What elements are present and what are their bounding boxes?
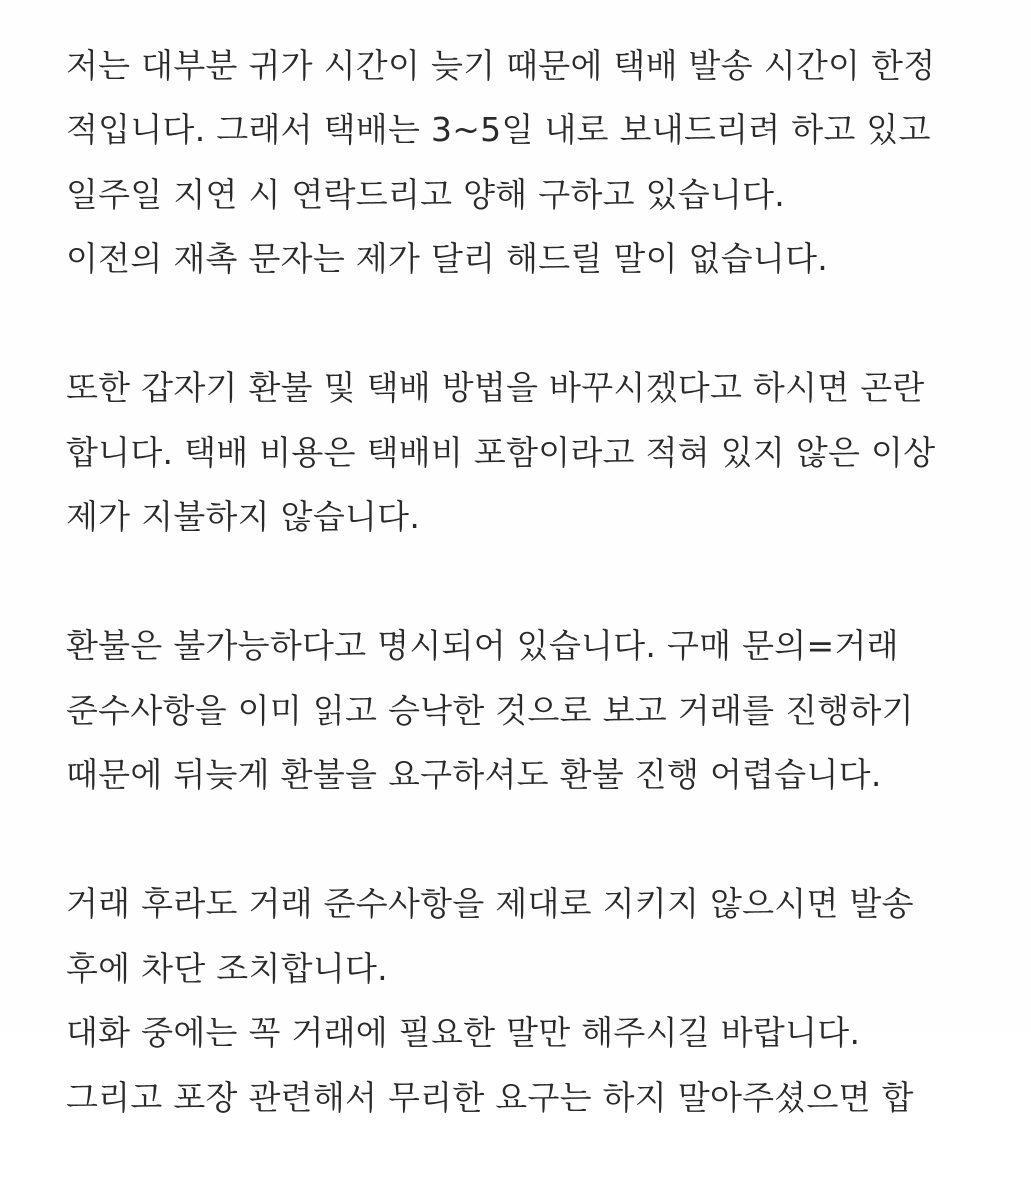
text-line: 때문에 뒤늦게 환불을 요구하셔도 환불 진행 어렵습니다. — [66, 755, 882, 794]
notice-text-block — [66, 0, 1006, 1195]
text-line — [66, 0, 1006, 34]
text-line: 후에 차단 조치합니다. — [66, 948, 388, 988]
text-line: 적입니다. 그래서 택배는 3~5일 내로 보내드리려 하고 있고 — [66, 110, 931, 149]
blank-line — [66, 292, 1006, 357]
text-line: 저는 대부분 귀가 시간이 늦기 때문에 택배 발송 시간이 한정 — [66, 45, 936, 85]
text-line: 그리고 포장 관련해서 무리한 요구는 하지 말아주셨으면 합 — [66, 1077, 914, 1117]
text-line: 환불은 불가능하다고 명시되어 있습니다. 구매 문의=거래 — [66, 626, 899, 665]
text-line: 대화 중에는 꼭 거래에 필요한 말만 해주시길 바랍니다. — [66, 1013, 861, 1052]
text-line: 이전의 재촉 문자는 제가 달리 해드릴 말이 없습니다. — [66, 239, 829, 278]
text-line — [66, 1130, 1006, 1195]
text-line: 또한 갑자기 환불 및 택배 방법을 바꾸시겠다고 하시면 곤란 — [66, 368, 925, 407]
text-line: 거래 후라도 거래 준수사항을 제대로 지키지 않으시면 발송 — [66, 884, 914, 923]
text-line: 준수사항을 이미 읽고 승낙한 것으로 보고 거래를 진행하기 — [66, 690, 914, 730]
blank-line — [66, 550, 1006, 615]
blank-line — [66, 808, 1006, 873]
text-line: 제가 지불하지 않습니다. — [66, 497, 421, 536]
text-line: 일주일 지연 시 연락드리고 양해 구하고 있습니다. — [66, 174, 786, 214]
text-line: 합니다. 택배 비용은 택배비 포함이라고 적혀 있지 않은 이상 — [66, 432, 936, 472]
